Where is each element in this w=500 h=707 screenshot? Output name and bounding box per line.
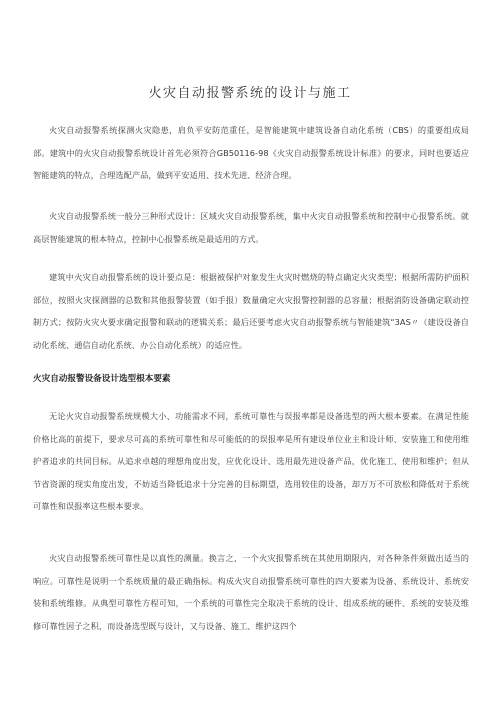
paragraph-system-forms: 火灾自动报警系统一般分三种形式设计：区域火灾自动报警系统，集中火灾自动报警系统和控制中心报警系统。就高层智能建筑的根本特点，控制中心报警系统是最适用的方式。 [33,211,469,244]
section-heading: 火灾自动报警设备设计选型根本要素 [33,374,171,384]
paragraph-reliability: 火灾自动报警系统可靠性是以真性的测量。换言之，一个火灾报警系统在其使用期限内，对各种条件须做出适当的响应。可靠性是说明一个系统质量的最正确指标。构成火灾自动报警系统可靠性的四大要素为设备、系统设计、系统安装和系统维修。从典型可靠性方程可知，一个系统的可靠性完全取决于系统的设计、组成系统的硬件、系统的安装及维修可靠性因子之积，而设备选型既与设计，又与设备、施工、维护这四个 [33,553,469,631]
paragraph-design-points: 建筑中火灾自动报警系统的设计要点是：根据被保护对象发生火灾时燃烧的特点确定火灾类型；根据所需防护面积部位，按照火灾探测器的总数和其他报警装置（如手报）数量确定火灾报警控制器的总容量；根据消防设备确定联动控制方式；按防火灾火要求确定报警和联动的逻辑关系；最后还要考虑火灾自动报警系统与智能建筑“3AS〃（建设设备自动化系统、通信自动化系统、办公自动化系统）的适应性。 [33,272,469,350]
paragraph-intro: 火灾自动报警系统探测火灾隐患，肩负平安防范重任，是智能建筑中建筑设备自动化系统（CBS）的重要组成局部。建筑中的火灾自动报警系统设计首先必须符合GB50116-98《火灾自动报警系统设计标准》的要求，同时也要适应智能建筑的特点，合理选配产品，做到平安适用、技术先进、经济合理。 [33,125,469,180]
paragraph-selection-factors: 无论火灾自动报警系统规模大小、功能需求不同，系统可靠性与误报率都是设备选型的两大根本要素。在满足性能价格比高的前提下，要求尽可高的系统可靠性和尽可能低的的误报率是所有建设单位业主和设计师、安装施工和使用维护者追求的共同目标。从追求卓越的理想角度出发，应优化设计、选用最先进设备产品，优化施工、使用和维护；但从节省资源的现实角度出发，不妨适当降低追求十分完善的目标期望，选用较佳的设备，却万万不可放松和降低对于系统可靠性和误报率这些根本要求。 [33,411,469,511]
document-title: 火灾自动报警系统的设计与施工 [148,86,352,101]
